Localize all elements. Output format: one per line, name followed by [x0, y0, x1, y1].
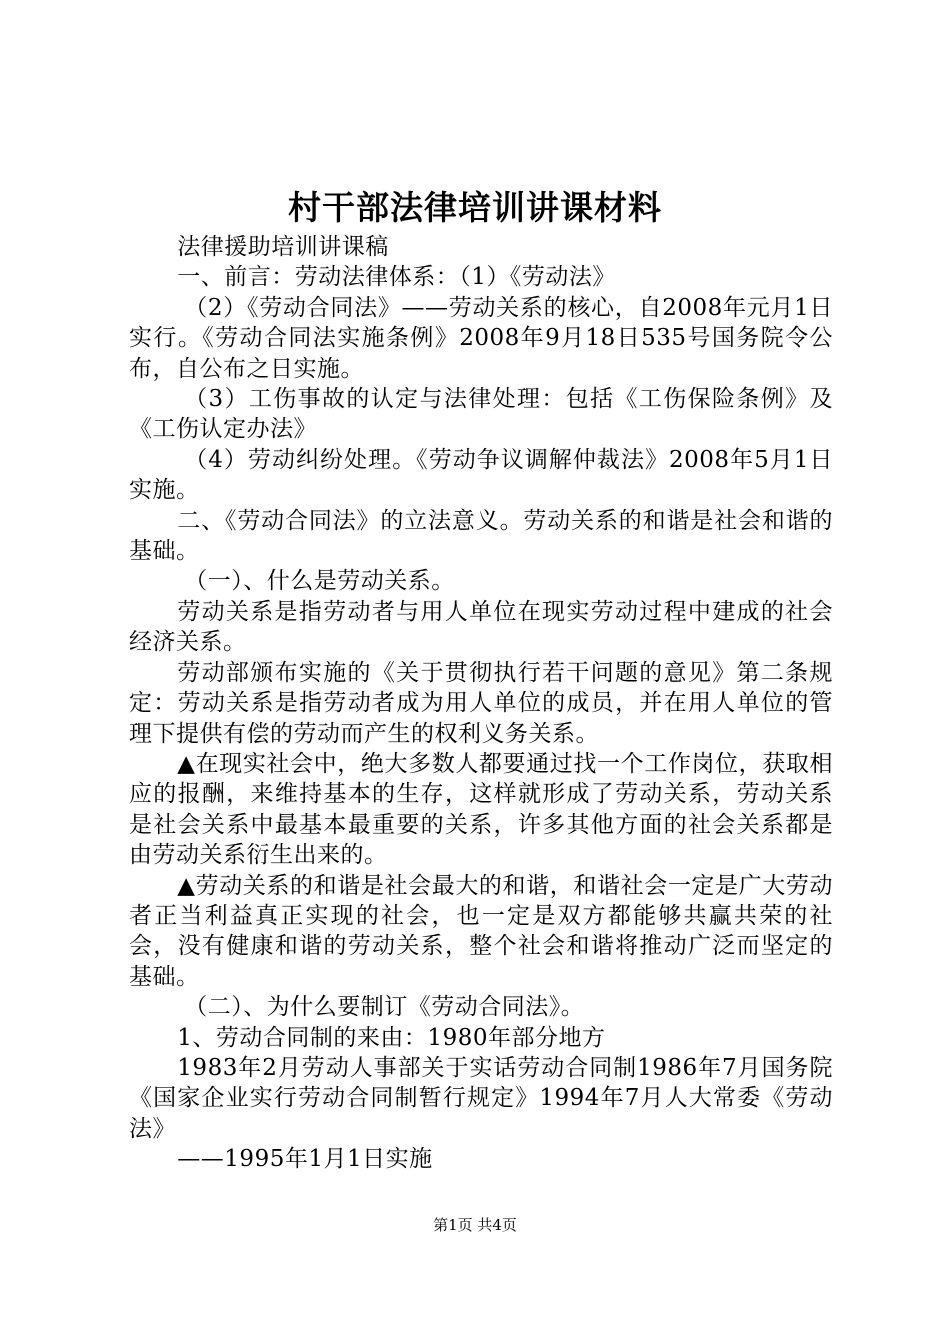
paragraph: （2）《劳动合同法》——劳动关系的核心，自2008年元月1日实行。《劳动合同法实施条例》2008年9月18日535号国务院令公布，自公布之日实施。	[129, 294, 833, 382]
paragraph: （二）、为什么要制订《劳动合同法》。	[184, 994, 585, 1021]
paragraph: 1983年2月劳动人事部关于实话劳动合同制1986年7月国务院《国家企业实行劳动合同制暂行规定》1994年7月人大常委《劳动法》	[129, 1054, 833, 1142]
paragraph: （3）工伤事故的认定与法律处理：包括《工伤保险条例》及《工伤认定办法》	[129, 386, 833, 443]
paragraph: 劳动关系是指劳动者与用人单位在现实劳动过程中建成的社会经济关系。	[129, 598, 833, 656]
paragraph: 二、《劳动合同法》的立法意义。劳动关系的和谐是社会和谐的基础。	[129, 507, 833, 565]
paragraph: （4）劳动纠纷处理。《劳动争议调解仲裁法》2008年5月1日实施。	[129, 446, 833, 504]
paragraph: （一）、什么是劳动关系。	[184, 568, 455, 595]
paragraph: ——1995年1月1日实施	[177, 1146, 433, 1173]
paragraph: 劳动部颁布实施的《关于贯彻执行若干问题的意见》第二条规定：劳动关系是指劳动者成为用人单位的成员，并在用人单位的管理下提供有偿的劳动而产生的权利义务关系。	[129, 659, 833, 747]
paragraph: 一、前言：劳动法律体系：（1）《劳动法》	[177, 264, 616, 291]
paragraph: ▲劳动关系的和谐是社会最大的和谐，和谐社会一定是广大劳动者正当利益真正实现的社会，也一定是双方都能够共赢共荣的社会，没有健康和谐的劳动关系，整个社会和谐将推动广泛而坚定的基础。	[129, 872, 833, 990]
document-body	[129, 232, 833, 1175]
paragraph: ▲在现实社会中，绝大多数人都要通过找一个工作岗位，获取相应的报酬，来维持基本的生存，这样就形成了劳动关系，劳动关系是社会关系中最基本最重要的关系，许多其他方面的社会关系都是由劳动关系衍生出来的。	[129, 750, 833, 869]
paragraph: 1、劳动合同制的来由：1980年部分地方	[177, 1024, 606, 1051]
page-footer: 第1页 共4页	[433, 1216, 517, 1234]
paragraph: 法律援助培训讲课稿	[177, 234, 389, 260]
document-title: 村干部法律培训讲课材料	[288, 188, 662, 227]
